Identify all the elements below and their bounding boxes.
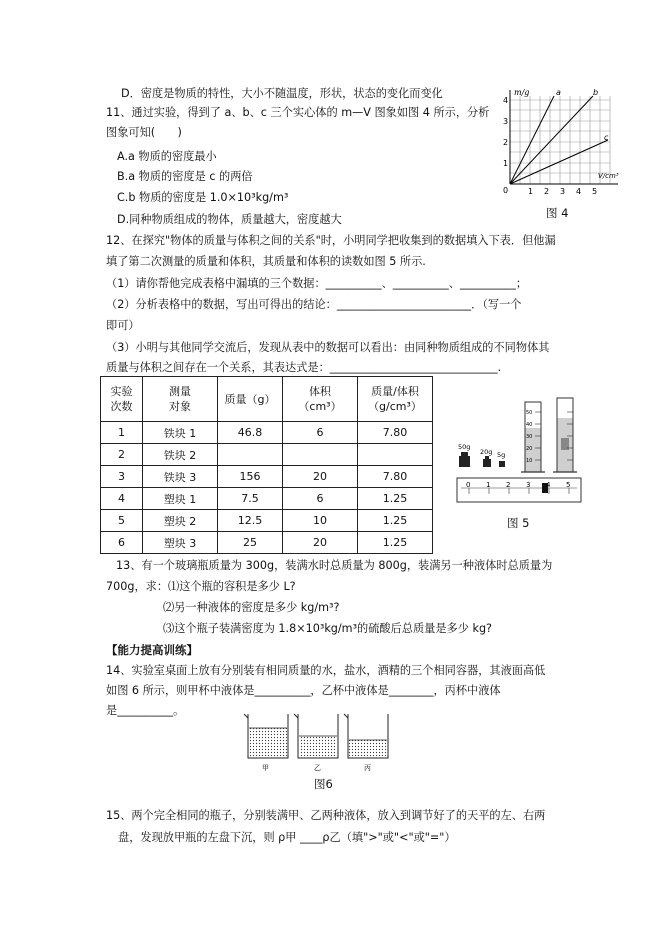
- svg-text:30: 30: [526, 434, 533, 440]
- q11-option-d: D.同种物质组成的物体，质量越大，密度越大: [117, 213, 342, 226]
- table-row: 4 塑块 1 7.5 6 1.25: [101, 488, 433, 510]
- q12-part2: （2）分析表格中的数据，写出可得出的结论：________________________．（写一个: [106, 298, 522, 311]
- weight-5g-label: 5g: [497, 451, 506, 459]
- table-row: 5 塑块 2 12.5 10 1.25: [101, 510, 433, 532]
- q12-part3: （3）小明与其他同学交流后，发现从表中的数据可以看出：由同种物质组成的不同物体其: [106, 341, 550, 354]
- svg-text:50: 50: [526, 410, 533, 416]
- fig4-x1: 1: [528, 187, 534, 196]
- th-object: 测量 对象: [143, 377, 218, 422]
- fig4-y4: 4: [503, 96, 509, 105]
- fig4-ylabel: m/g: [514, 88, 530, 97]
- fig4-y3: 3: [503, 117, 509, 126]
- th-density: 质量/体积 （g/cm³）: [358, 377, 433, 422]
- fig4-x3: 3: [560, 187, 566, 196]
- figure-6-caption: 图6: [314, 777, 333, 791]
- cup-jia-label: 甲: [262, 764, 269, 772]
- svg-text:0: 0: [466, 481, 471, 489]
- q14-stem: 14、实验室桌面上放有分别装有相同质量的水，盐水，酒精的三个相同容器，其液面高低: [106, 664, 546, 677]
- figure-5-caption: 图 5: [507, 516, 530, 530]
- svg-text:2: 2: [506, 481, 511, 489]
- figure-6-three-cups: [240, 712, 400, 774]
- cup-bing-label: 丙: [364, 764, 371, 772]
- cup-jia: [244, 714, 288, 758]
- figure-4-mv-graph: [500, 84, 620, 222]
- q13-stem: 13、有一个玻璃瓶质量为 300g，装满水时总质量为 800g，装满另一种液体时总质量为: [116, 559, 553, 572]
- q12-stem-2: 填了第二次测量的质量和体积，其质量和体积的读数如图 5 所示.: [106, 255, 426, 268]
- figure-4-caption: 图 4: [546, 206, 569, 220]
- option-d-q10: D．密度是物质的特性，大小不随温度，形状，状态的变化而变化: [121, 87, 443, 100]
- line-a: [510, 96, 554, 184]
- q15-stem-2: 盘，发现放甲瓶的左盘下沉，则 ρ甲 ____ρ乙（填">"或"<"或"="）: [118, 831, 456, 844]
- q12-stem: 12、在探究"物体的质量与体积之间的关系"时，小明同学把收集到的数据填入下表．但他漏: [106, 234, 556, 247]
- fig4-label-a: a: [556, 88, 561, 97]
- q11-stem-2: 图象可知( ): [106, 126, 182, 139]
- fig4-x2: 2: [544, 187, 550, 196]
- svg-text:10: 10: [526, 458, 533, 464]
- q11-option-a: A.a 物质的密度最小: [117, 150, 217, 163]
- svg-text:20: 20: [526, 446, 533, 452]
- q15-stem: 15、两个完全相同的瓶子，分别装满甲、乙两种液体，放入到调节好了的天平的左、右两: [106, 809, 546, 822]
- line-b: [510, 96, 593, 184]
- weight-50g: [459, 456, 470, 467]
- weight-20g-label: 20g: [480, 448, 493, 456]
- fig4-label-c: c: [604, 133, 609, 142]
- line-c: [510, 140, 608, 184]
- figure-5-balance-readings: [455, 388, 585, 508]
- table-row: 6 塑块 3 25 20 1.25: [101, 532, 433, 554]
- svg-text:4: 4: [546, 481, 551, 489]
- fig4-x5: 5: [592, 187, 598, 196]
- weight-50g-label: 50g: [458, 443, 471, 451]
- table-row: 2 铁块 2: [101, 444, 433, 466]
- q12-part2-cont: 即可）: [106, 319, 140, 332]
- cup-bing: [344, 714, 388, 758]
- q12-part1: （1）请你帮他完成表格中漏填的三个数据：__________、__________、__________；: [106, 277, 528, 290]
- table-row: 3 铁块 3 156 20 7.80: [101, 466, 433, 488]
- svg-text:1: 1: [486, 481, 491, 489]
- q12-part3-cont: 质量与体积之间存在一个关系，其表达式是：______________________________.: [106, 361, 502, 374]
- th-volume: 体积 （cm³）: [283, 377, 358, 422]
- q13-stem-2: 700g，求：⑴这个瓶的容积是多少 L?: [106, 580, 296, 593]
- svg-text:3: 3: [526, 481, 531, 489]
- q14-stem-3: 是__________。: [106, 704, 185, 717]
- q13-part2: ⑵另一种液体的密度是多少 kg/m³?: [163, 601, 340, 614]
- th-mass: 质量（g）: [218, 377, 283, 422]
- table-row: 1 铁块 1 46.8 6 7.80: [101, 422, 433, 444]
- fig4-label-b: b: [593, 88, 599, 97]
- data-table: [100, 376, 433, 554]
- th-trial: 实验 次数: [101, 377, 143, 422]
- svg-text:5: 5: [566, 481, 571, 489]
- weight-20g: [483, 459, 491, 467]
- fig4-y2: 2: [503, 138, 509, 147]
- q14-stem-2: 如图 6 所示，则甲杯中液体是__________，乙杯中液体是________，丙杯中液体: [106, 684, 501, 697]
- fig4-x4: 4: [576, 187, 582, 196]
- graduated-cylinder-1: [521, 402, 545, 472]
- fig4-xlabel: V/cm³: [598, 172, 619, 180]
- fig4-origin: 0: [503, 186, 509, 195]
- q11-option-c: C.b 物质的密度是 1.0×10³kg/m³: [117, 191, 289, 204]
- fig4-y1: 1: [503, 159, 509, 168]
- section-title: 【能力提高训练】: [106, 643, 198, 657]
- graduated-cylinder-2: [553, 398, 577, 472]
- weight-5g: [499, 461, 505, 467]
- q13-part3: ⑶这个瓶子装满密度为 1.8×10³kg/m³的硫酸后总质量是多少 kg?: [163, 622, 493, 635]
- svg-text:40: 40: [526, 422, 533, 428]
- q11-stem: 11、通过实验，得到了 a、b、c 三个实心体的 m—V 图象如图 4 所示，分析: [106, 106, 490, 119]
- cup-yi: [294, 714, 338, 758]
- balance-beam-ruler: [457, 478, 581, 502]
- cup-yi-label: 乙: [314, 764, 321, 772]
- q11-option-b: B.a 物质的密度是 c 的两倍: [117, 170, 253, 183]
